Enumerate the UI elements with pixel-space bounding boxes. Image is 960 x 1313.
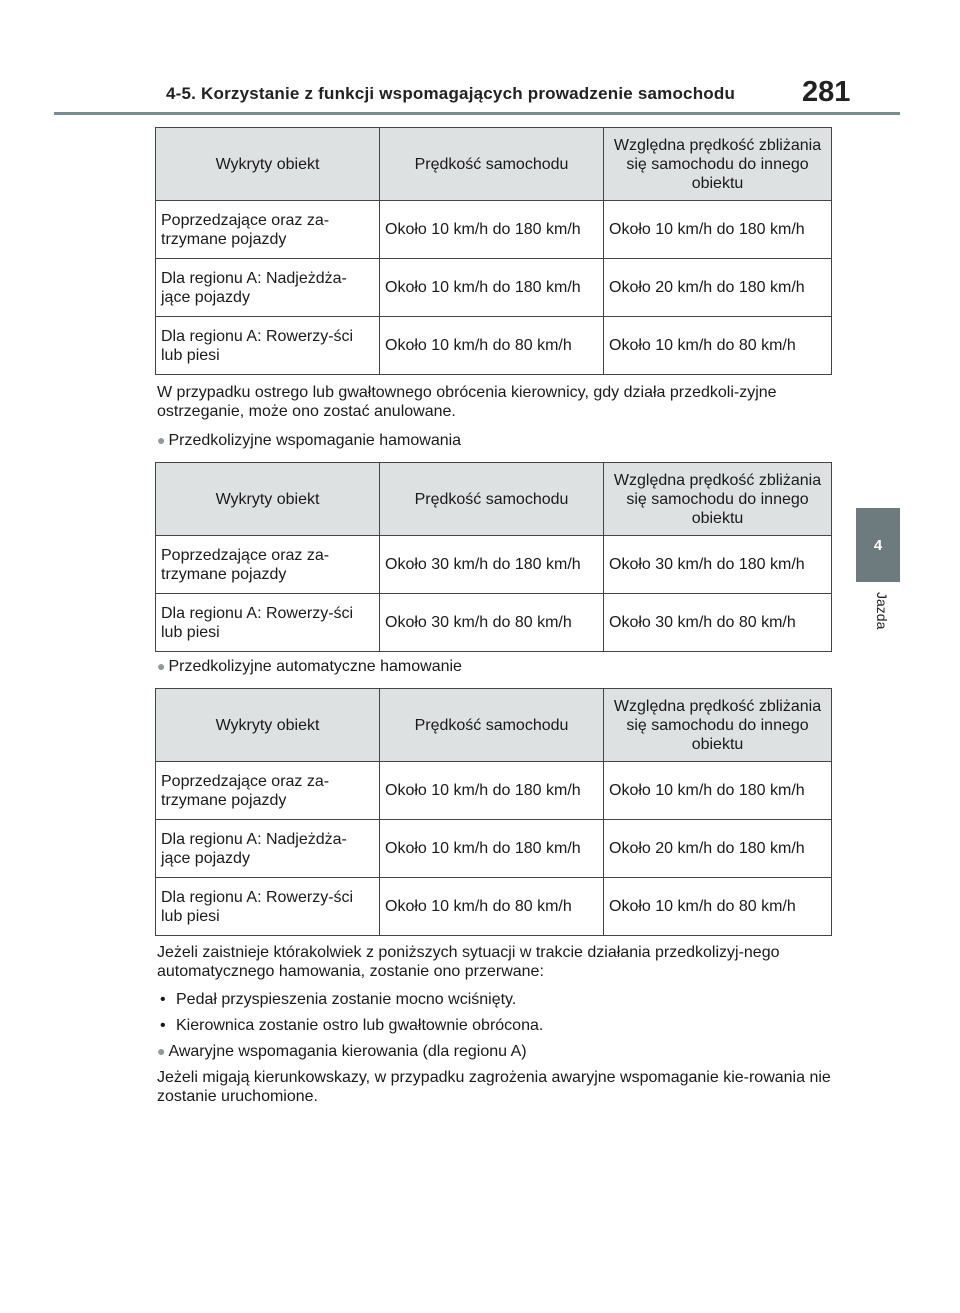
- list-item: [160, 990, 830, 1009]
- table-row: [156, 536, 832, 594]
- table-brake-assist: [155, 462, 832, 652]
- bullet-heading-text: Przedkolizyjne wspomaganie hamowania: [168, 432, 462, 449]
- header-divider: [54, 112, 900, 115]
- table-header-row: [156, 689, 832, 762]
- table-cell: Około 30 km/h do 180 km/h: [604, 536, 832, 594]
- paragraph-warning-cancel: W przypadku ostrego lub gwałtownego obrócenia kierownicy, gdy działa przedkoli-zyjne ostrzeganie, może ono zostać anulowane.: [157, 384, 777, 420]
- table-header-row: [156, 128, 832, 201]
- bullet-dot-icon: ●: [157, 1043, 166, 1059]
- table-cell: Około 10 km/h do 180 km/h: [380, 820, 604, 878]
- paragraph-interruption-conditions: Jeżeli zaistnieje którakolwiek z poniższych sytuacji w trakcie działania przedkolizyj-nego automatycznego hamowania, zostanie ono przerwane:: [157, 944, 780, 980]
- table-cell: Około 30 km/h do 80 km/h: [380, 594, 604, 652]
- list-marker: •: [160, 991, 166, 1008]
- header-detected-object: Wykryty obiekt: [156, 463, 380, 536]
- table-cell: Dla regionu A: Nadjeżdża-jące pojazdy: [156, 820, 380, 878]
- table-row: [156, 317, 832, 375]
- table-cell: Około 10 km/h do 180 km/h: [380, 201, 604, 259]
- table-row: [156, 201, 832, 259]
- table-collision-warning: [155, 127, 832, 375]
- table-row: [156, 259, 832, 317]
- table-cell: Około 30 km/h do 80 km/h: [604, 594, 832, 652]
- header-relative-speed: Względna prędkość zbliżania się samochodu do innego obiektu: [604, 689, 832, 762]
- bullet-heading: [157, 431, 833, 450]
- table-cell: Około 10 km/h do 180 km/h: [604, 762, 832, 820]
- table-row: [156, 820, 832, 878]
- bullet-dot-icon: ●: [157, 432, 166, 448]
- table-cell: Około 20 km/h do 180 km/h: [604, 259, 832, 317]
- table-cell: Poprzedzające oraz za-trzymane pojazdy: [156, 201, 380, 259]
- list-marker: •: [160, 1017, 166, 1034]
- paragraph-turn-signal: Jeżeli migają kierunkowskazy, w przypadku zagrożenia awaryjne wspomaganie kie-rowania nie zostanie uruchomione.: [157, 1069, 831, 1105]
- list-item-text: Kierownica zostanie ostro lub gwałtownie obrócona.: [176, 1017, 544, 1034]
- header-detected-object: Wykryty obiekt: [156, 128, 380, 201]
- table-cell: Około 10 km/h do 80 km/h: [380, 317, 604, 375]
- table-row: [156, 594, 832, 652]
- bullet-dot-icon: ●: [157, 658, 166, 674]
- table-row: [156, 762, 832, 820]
- table-automatic-braking: [155, 688, 832, 936]
- table-row: [156, 878, 832, 936]
- table-cell: Około 10 km/h do 80 km/h: [604, 878, 832, 936]
- header-relative-speed: Względna prędkość zbliżania się samochodu do innego obiektu: [604, 463, 832, 536]
- table-cell: Około 30 km/h do 180 km/h: [380, 536, 604, 594]
- chapter-label: Jazda: [874, 592, 890, 630]
- table-cell: Około 10 km/h do 180 km/h: [604, 201, 832, 259]
- page-number: 281: [802, 76, 851, 108]
- section-title: 4-5. Korzystanie z funkcji wspomagających prowadzenie samochodu: [166, 84, 736, 103]
- list-item-text: Pedał przyspieszenia zostanie mocno wciśnięty.: [176, 991, 517, 1008]
- table-cell: Dla regionu A: Rowerzy-ści lub piesi: [156, 878, 380, 936]
- header-vehicle-speed: Prędkość samochodu: [380, 463, 604, 536]
- list-item: [160, 1016, 830, 1035]
- bullet-heading-text: Przedkolizyjne automatyczne hamowanie: [168, 658, 462, 675]
- chapter-number: 4: [873, 536, 883, 554]
- table-cell: Około 10 km/h do 180 km/h: [380, 762, 604, 820]
- bullet-heading-text: Awaryjne wspomagania kierowania (dla regionu A): [168, 1043, 527, 1060]
- table-cell: Około 10 km/h do 80 km/h: [604, 317, 832, 375]
- table-cell: Dla regionu A: Nadjeżdża-jące pojazdy: [156, 259, 380, 317]
- table-cell: Poprzedzające oraz za-trzymane pojazdy: [156, 536, 380, 594]
- bullet-heading: [157, 657, 833, 676]
- chapter-tab[interactable]: [856, 508, 900, 582]
- table-cell: Dla regionu A: Rowerzy-ści lub piesi: [156, 317, 380, 375]
- header-vehicle-speed: Prędkość samochodu: [380, 689, 604, 762]
- table-header-row: [156, 463, 832, 536]
- table-cell: Poprzedzające oraz za-trzymane pojazdy: [156, 762, 380, 820]
- header-relative-speed: Względna prędkość zbliżania się samochodu do innego obiektu: [604, 128, 832, 201]
- table-cell: Około 10 km/h do 180 km/h: [380, 259, 604, 317]
- table-cell: Około 10 km/h do 80 km/h: [380, 878, 604, 936]
- table-cell: Około 20 km/h do 180 km/h: [604, 820, 832, 878]
- bullet-heading: [157, 1042, 833, 1061]
- header-vehicle-speed: Prędkość samochodu: [380, 128, 604, 201]
- table-cell: Dla regionu A: Rowerzy-ści lub piesi: [156, 594, 380, 652]
- header-detected-object: Wykryty obiekt: [156, 689, 380, 762]
